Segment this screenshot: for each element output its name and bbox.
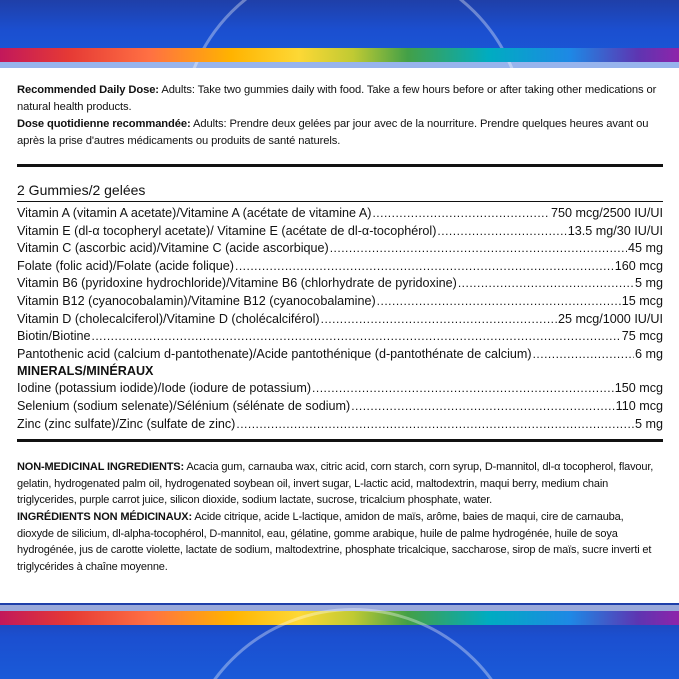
- vitamin-list: [17, 205, 663, 363]
- nutrient-amount: 75 mcg: [621, 329, 663, 344]
- divider-top: [17, 164, 663, 167]
- serving-size: 2 Gummies/2 gelées: [17, 182, 146, 198]
- mineral-list: [17, 380, 663, 433]
- nutrient-name: Vitamin B6 (pyridoxine hydrochloride)/Vitamine B6 (chlorhydrate de pyridoxine): [17, 276, 457, 291]
- nutrient-name: Pantothenic acid (calcium d-pantothenate)/Acide pantothénique (d-pantothénate de calcium): [17, 346, 532, 361]
- dot-leader: [458, 275, 634, 293]
- ingredients-french: [17, 509, 663, 575]
- nutrient-name: Zinc (zinc sulfate)/Zinc (sulfate de zinc): [17, 416, 236, 431]
- nutrient-row: [17, 416, 663, 434]
- nutrient-amount: 160 mcg: [614, 258, 663, 273]
- nutrient-row: [17, 398, 663, 416]
- ingredients-english-text: Acacia gum, carnauba wax, citric acid, corn starch, corn syrup, D-mannitol, dl-α tocopherol, flavour, gelatin, hydrogenated palm oil, hydrogenated soybean oil, invert sugar, L-lactic acid, maltodextrin, maqui berry, medium chain triglycerides, purple carrot juice, silicon dioxide, sodium lactate, sucrose, tricalcium phosphate, water.: [17, 461, 654, 507]
- ingredients-english: [17, 459, 663, 509]
- ingredients-french-text: Acide citrique, acide L-lactique, amidon de maïs, arôme, baies de maqui, cire de carnauba, dioxyde de silicium, dl-alpha-tocophérol, D-mannitol, eau, gélatine, gomme arabique, huile de palme hydrogénée, huile de soya hydrogénée, jus de carotte violette, lactate de sodium, maltodextrine, phosphate tricalcique, saccharose, sirop de maïs, sucre inverti et triglycérides à chaîne moyenne.: [17, 510, 652, 573]
- nutrient-amount: 110 mcg: [615, 398, 663, 413]
- nutrient-amount: 750 mcg/2500 IU/UI: [550, 206, 663, 220]
- serving-divider: [17, 201, 663, 202]
- nutrient-amount: 5 mg: [635, 276, 663, 291]
- dose-english: [17, 82, 663, 116]
- top-rainbow-stripe: [0, 48, 679, 62]
- nutrient-name: Vitamin C (ascorbic acid)/Vitamine C (acide ascorbique): [17, 241, 329, 256]
- supplement-facts: [17, 181, 663, 433]
- dose-section: [17, 82, 663, 150]
- nutrient-amount: 13.5 mg/30 IU/UI: [567, 223, 663, 238]
- nutrient-row: [17, 240, 663, 258]
- dose-french-text: Adults: Prendre deux gelées par jour avec de la nourriture. Prendre quelques heures avant ou après la prise d'autres médicaments ou produits de santé naturels.: [17, 118, 649, 147]
- nutrient-amount: 15 mcg: [621, 293, 663, 308]
- dot-leader: [351, 398, 614, 416]
- nutrient-amount: 6 mg: [635, 346, 663, 361]
- dose-english-text: Adults: Take two gummies daily with food. Take a few hours before or after taking other medications or natural health products.: [17, 84, 657, 113]
- nutrient-amount: 150 mcg: [614, 381, 663, 396]
- nutrient-name: Vitamin D (cholecalciferol)/Vitamine D (cholécalciférol): [17, 311, 320, 326]
- minerals-header: MINERALS/MINÉRAUX: [17, 364, 154, 379]
- ingredients-section: [17, 459, 663, 575]
- dot-leader: [312, 380, 614, 398]
- nutrient-name: Selenium (sodium selenate)/Sélénium (sélénate de sodium): [17, 398, 351, 413]
- divider-middle: [17, 439, 663, 442]
- nutrient-amount: 25 mcg/1000 IU/UI: [558, 311, 663, 326]
- bottom-decorative-band: [0, 603, 679, 679]
- dot-leader: [372, 205, 550, 223]
- dot-leader: [377, 293, 621, 311]
- dot-leader: [330, 240, 627, 258]
- label-content: [17, 82, 663, 575]
- nutrient-row: [17, 223, 663, 241]
- nutrient-name: Vitamin E (dl-α tocopheryl acetate)/ Vitamine E (acétate de dl-α-tocophérol): [17, 223, 437, 238]
- nutrient-amount: 5 mg: [635, 416, 663, 431]
- nutrient-name: Folate (folic acid)/Folate (acide folique): [17, 258, 234, 273]
- ingredients-french-label: INGRÉDIENTS NON MÉDICINAUX:: [17, 510, 193, 523]
- nutrient-name: Biotin/Biotine: [17, 329, 91, 344]
- nutrient-row: [17, 275, 663, 293]
- nutrient-row: [17, 328, 663, 346]
- dose-english-label: Recommended Daily Dose:: [17, 84, 159, 96]
- dose-french: [17, 116, 663, 150]
- nutrient-row: [17, 205, 663, 223]
- nutrient-row: [17, 346, 663, 364]
- nutrient-row: [17, 311, 663, 329]
- ingredients-english-label: NON-MEDICINAL INGREDIENTS:: [17, 461, 185, 474]
- dot-leader: [321, 311, 557, 329]
- nutrient-row: [17, 293, 663, 311]
- dot-leader: [533, 346, 634, 364]
- dot-leader: [235, 258, 614, 276]
- dot-leader: [236, 416, 634, 434]
- nutrient-row: [17, 380, 663, 398]
- dot-leader: [92, 328, 621, 346]
- top-decorative-band: [0, 0, 679, 68]
- nutrient-name: Vitamin B12 (cyanocobalamin)/Vitamine B12 (cyanocobalamine): [17, 293, 376, 308]
- dose-french-label: Dose quotidienne recommandée:: [17, 118, 191, 130]
- dot-leader: [437, 223, 566, 241]
- nutrient-name: Iodine (potassium iodide)/Iode (iodure de potassium): [17, 381, 312, 396]
- nutrient-name: Vitamin A (vitamin A acetate)/Vitamine A (acétate de vitamine A): [17, 206, 372, 220]
- top-white-strip: [0, 62, 679, 68]
- nutrient-row: [17, 258, 663, 276]
- nutrient-amount: 45 mg: [627, 241, 663, 256]
